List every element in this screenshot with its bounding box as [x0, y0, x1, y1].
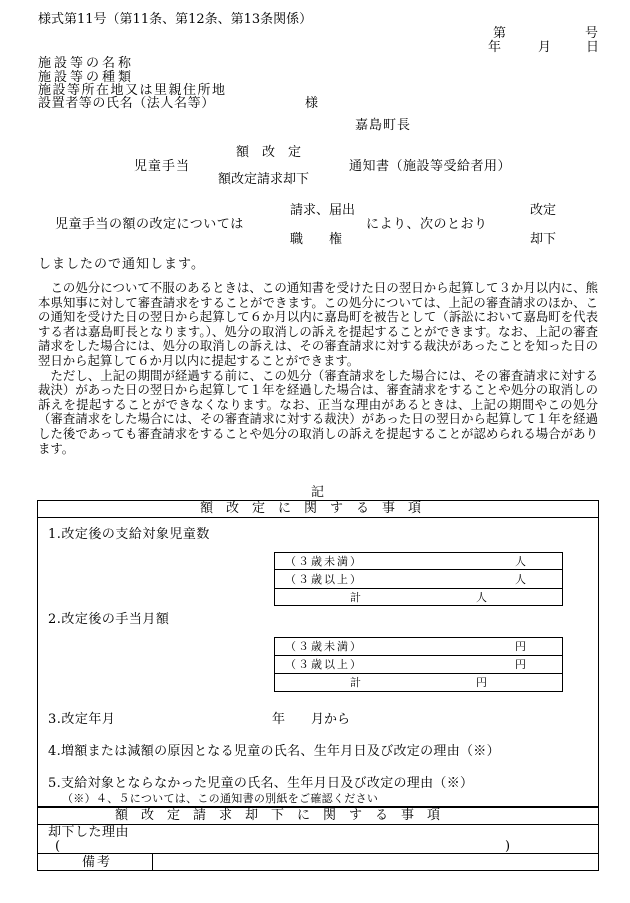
allowance-over3-label: （３歳以上） [285, 658, 363, 671]
result-reject: 却下 [530, 232, 557, 247]
remarks-label: 備考 [82, 855, 113, 870]
allowance-under3-unit: 円 [515, 640, 526, 653]
body-connector: により、次のとおり [366, 217, 488, 232]
basis-request: 請求、届出 [290, 203, 356, 218]
rejection-reason-label: 却下した理由 [48, 825, 130, 840]
title-line1: 額 改 定 [236, 145, 302, 160]
title-prefix: 児童手当 [134, 159, 191, 174]
allowance-divider-2 [274, 673, 563, 674]
body-lead: 児童手当の額の改定については [55, 217, 244, 232]
item-note: （※）４、５については、この通知書の別紙をご確認ください [62, 792, 379, 805]
item5-label: 5.支給対象とならなかった児童の氏名、生年月日及び改定の理由（※） [48, 776, 474, 791]
item4-label: 4.増額または減額の原因となる児童の氏名、生年月日及び改定の理由（※） [48, 744, 500, 759]
body-closing: しましたので通知します。 [38, 257, 205, 272]
owner-name-label: 設置者等の氏名（法人名等） [38, 96, 215, 111]
basis-authority: 職 権 [290, 232, 343, 247]
child-count-over3-label: （３歳以上） [285, 573, 363, 586]
form-number: 様式第11号（第11条、第12条、第13条関係） [38, 12, 313, 27]
child-count-divider-2 [274, 588, 563, 589]
reason-paren-close: ) [505, 839, 511, 854]
allowance-total-label: 計 [350, 676, 361, 689]
child-count-total-label: 計 [350, 591, 361, 604]
child-count-under3-label: （３歳未満） [285, 555, 363, 568]
date-day: 日 [586, 40, 600, 55]
remarks-divider [37, 853, 599, 854]
child-count-over3-unit: 人 [515, 573, 526, 586]
child-count-divider-1 [274, 569, 563, 570]
section-revision-header: 額 改 定 に 関 す る 事 項 [200, 501, 422, 516]
item3-label: 3.改定年月 [48, 712, 116, 727]
allowance-total-unit: 円 [476, 676, 487, 689]
ki-marker: 記 [311, 485, 325, 500]
facility-name-label: 施設等の名称 [38, 56, 135, 71]
item2-label: 2.改定後の手当月額 [48, 612, 170, 627]
result-revise: 改定 [530, 203, 557, 218]
title-suffix: 通知書（施設等受給者用） [349, 159, 512, 174]
honorific-sama: 様 [305, 96, 319, 111]
reason-paren-open: ( [55, 839, 61, 854]
allowance-over3-unit: 円 [515, 658, 526, 671]
remarks-column-divider [152, 853, 153, 871]
title-line2: 額改定請求却下 [218, 172, 310, 187]
date-year: 年 [488, 40, 502, 55]
document-number-dai: 第 [493, 26, 507, 41]
section-rejection-header: 額 改 定 請 求 却 下 に 関 す る 事 項 [115, 808, 441, 823]
appeal-notice: この処分について不服のあるときは、この通知書を受けた日の翌日から起算して３か月以内に、熊本県知事に対して審査請求をすることができます。この処分については、上記の審査請求のほか、この通知を受けた日の翌日から起算して６か月以内に嘉島町を被告として（訴訟において嘉島町を代表する者は嘉島町長となります。）、処分の取消しの訴えを提起することができます。なお、上記の審査請求をした場合には、処分の取消しの訴えは、その審査請求に対する裁決があったことを知った日の翌日から起算して６か月以内に提起することができます。 ただし、上記の期間が経過する前に、この処分（審査請求をした場合には、その審査請求に対する裁決）があった日の翌日から起算して１年を経過した場合は、審査請求をすることや処分の取消しの訴えを提起することができなくなります。なお、正当な理由があるときは、上記の期間やこの処分（審査請求をした場合には、その審査請求に対する裁決）があった日の翌日から起算して１年を経過した後であっても審査請求をすることや処分の取消しの訴えを提起することが認められる場合があります。 [38, 280, 598, 456]
section-revision-header-divider [37, 517, 599, 518]
item3-value: 年 月から [272, 712, 351, 727]
facility-type-label: 施設等の種類 [38, 70, 135, 85]
item1-label: 1.改定後の支給対象児童数 [48, 527, 210, 542]
allowance-under3-label: （３歳未満） [285, 640, 363, 653]
allowance-divider-1 [274, 655, 563, 656]
date-month: 月 [538, 40, 552, 55]
issuer-name: 嘉島町長 [355, 118, 412, 133]
child-count-total-unit: 人 [476, 591, 487, 604]
facility-address-label: 施設等所在地又は里親住所地 [38, 83, 227, 98]
child-count-under3-unit: 人 [515, 555, 526, 568]
document-number-go: 号 [585, 26, 599, 41]
